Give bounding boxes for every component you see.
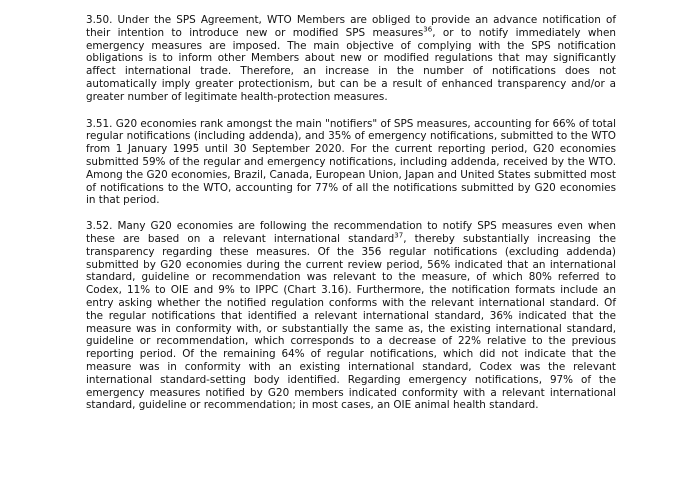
paragraph-3-51 (86, 118, 616, 208)
footnote-reference[interactable]: 36 (423, 25, 433, 34)
paragraph-text: , thereby substantially increasing the transparency regarding these measures. Of the 356 regular notifications (excluding addenda) submitted by G20 economies during the current review period, 56% indicated that an international standard, guideline or recommendation was relevant to the measure, of which 80% referred to Codex, 11% to OIE and 9% to IPPC (Chart 3.16). Furthermore, the notification formats include an entry asking whether the notified regulation conforms with the relevant international standard. Of the regular notifications that identified a relevant international standard, 36% indicated that the measure was in conformity with, or substantially the same as, the existing international standard, guideline or recommendation, which corresponds to a decrease of 22% relative to the previous reporting period. Of the remaining 64% of regular notifications, which did not indicate that the measure was in conformity with an existing international standard, Codex was the relevant international standard-setting body identified. Regarding emergency notifications, 97% of the emergency measures notified by G20 members indicated conformity with a relevant international standard, guideline or recommendation; in most cases, an OIE animal health standard. (86, 232, 616, 412)
paragraph-text: , or to notify immediately when emergency measures are imposed. The main objective of complying with the SPS notification obligations is to inform other Members about new or modified regulations that may significantly affect international trade. Therefore, an increase in the number of notifications does not automatically imply greater protectionism, but can be a result of enhanced transparency and/or a greater number of legitimate health-protection measures. (86, 26, 616, 103)
footnote-reference[interactable]: 37 (394, 231, 404, 240)
paragraph-3-50 (86, 14, 616, 104)
paragraph-text: 3.52. Many G20 economies are following the recommendation to notify SPS measures even when these are based on a relevant international standard (86, 220, 616, 245)
paragraph-3-52 (86, 220, 616, 412)
document-page (86, 14, 616, 426)
paragraph-text: 3.51. G20 economies rank amongst the main "notifiers" of SPS measures, accounting for 66% of total regular notifications (including addenda), and 35% of emergency notifications, submitted to the WTO from 1 January 1995 until 30 September 2020. For the current reporting period, G20 economies submitted 59% of the regular and emergency notifications, including addenda, received by the WTO. Among the G20 economies, Brazil, Canada, European Union, Japan and United States submitted most of notifications to the WTO, accounting for 77% of all the notifications submitted by G20 economies in that period. (86, 117, 616, 207)
paragraph-text: 3.50. Under the SPS Agreement, WTO Members are obliged to provide an advance notification of their intention to introduce new or modified SPS measures (86, 14, 616, 39)
